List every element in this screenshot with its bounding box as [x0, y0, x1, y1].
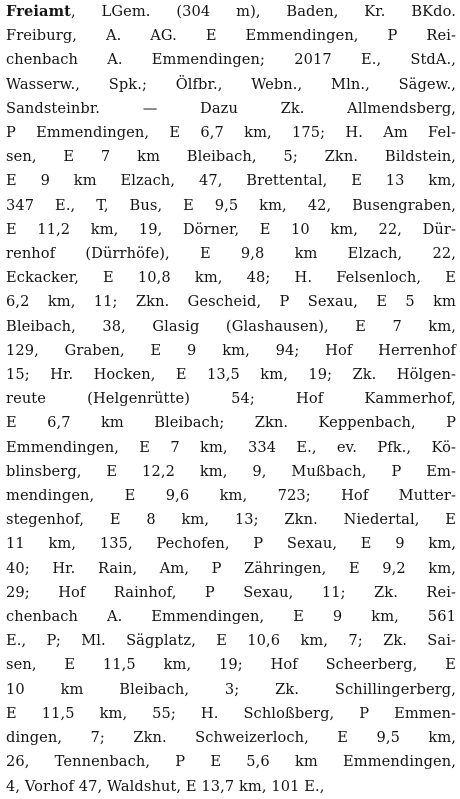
entry-line-28: sen, E 11,5 km, 19; Hof Scheerberg, E — [6, 656, 456, 674]
entry-line-24: 40; Hr. Rain, Am, P Zähringen, E 9,2 km, — [6, 559, 456, 577]
entry-line-7: sen, E 7 km Bleibach, 5; Zkn. Bildstein, — [6, 148, 456, 166]
entry-line-8: E 9 km Elzach, 47, Brettental, E 13 km, — [6, 172, 456, 190]
entry-line-1-text: , LGem. (304 m), Baden, Kr. BKdo. — [70, 3, 456, 20]
entry-line-3: chenbach A. Emmendingen; 2017 E., StdA., — [6, 51, 456, 69]
entry-line-10: E 11,2 km, 19, Dörner, E 10 km, 22, Dür- — [6, 220, 456, 238]
entry-line-23: 11 km, 135, Pechofen, P Sexau, E 9 km, — [6, 535, 456, 553]
entry-line-2: Freiburg, A. AG. E Emmendingen, P Rei- — [6, 27, 456, 45]
entry-line-20: blinsberg, E 12,2 km, 9, Mußbach, P Em- — [6, 462, 456, 480]
entry-line-27: E., P; Ml. Sägplatz, E 10,6 km, 7; Zk. Sai- — [6, 632, 456, 650]
entry-line-31: dingen, 7; Zkn. Schweizerloch, E 9,5 km, — [6, 729, 456, 747]
entry-line-30: E 11,5 km, 55; H. Schloßberg, P Emmen- — [6, 704, 456, 722]
entry-line-11: renhof (Dürrhöfe), E 9,8 km Elzach, 22, — [6, 245, 456, 263]
entry-line-17: reute (Helgenrütte) 54; Hof Kammerhof, — [6, 390, 456, 408]
entry-line-22: stegenhof, E 8 km, 13; Zkn. Niedertal, E — [6, 511, 456, 529]
entry-line-21: mendingen, E 9,6 km, 723; Hof Mutter- — [6, 487, 456, 505]
entry-line-13: 6,2 km, 11; Zkn. Gescheid, P Sexau, E 5 km — [6, 293, 456, 311]
entry-line-26: chenbach A. Emmendingen, E 9 km, 561 — [6, 608, 456, 626]
entry-line-25: 29; Hof Rainhof, P Sexau, 11; Zk. Rei- — [6, 583, 456, 601]
entry-line-16: 15; Hr. Hocken, E 13,5 km, 19; Zk. Hölgen- — [6, 366, 456, 384]
entry-line-29: 10 km Bleibach, 3; Zk. Schillingerberg, — [6, 680, 456, 698]
entry-line-1 — [6, 0, 456, 24]
entry-headword: Freiamt — [6, 3, 71, 20]
entry-line-18: E 6,7 km Bleibach; Zkn. Keppenbach, P — [6, 414, 456, 432]
gazetteer-entry — [6, 0, 456, 799]
entry-line-4: Wasserw., Spk.; Ölfbr., Webn., Mln., Sägew., — [6, 75, 456, 93]
entry-line-14: Bleibach, 38, Glasig (Glashausen), E 7 km, — [6, 317, 456, 335]
entry-line-9: 347 E., T, Bus, E 9,5 km, 42, Busengraben, — [6, 196, 456, 214]
entry-line-19: Emmendingen, E 7 km, 334 E., ev. Pfk., Kö- — [6, 438, 456, 456]
entry-line-32: 26, Tennenbach, P E 5,6 km Emmendingen, — [6, 753, 456, 771]
entry-line-12: Eckacker, E 10,8 km, 48; H. Felsenloch, E — [6, 269, 456, 287]
entry-line-6: P Emmendingen, E 6,7 km, 175; H. Am Fel- — [6, 124, 456, 142]
entry-line-15: 129, Graben, E 9 km, 94; Hof Herrenhof — [6, 341, 456, 359]
entry-line-33: 4, Vorhof 47, Waldshut, E 13,7 km, 101 E., — [6, 777, 325, 795]
entry-line-5: Sandsteinbr. — Dazu Zk. Allmendsberg, — [6, 99, 456, 117]
